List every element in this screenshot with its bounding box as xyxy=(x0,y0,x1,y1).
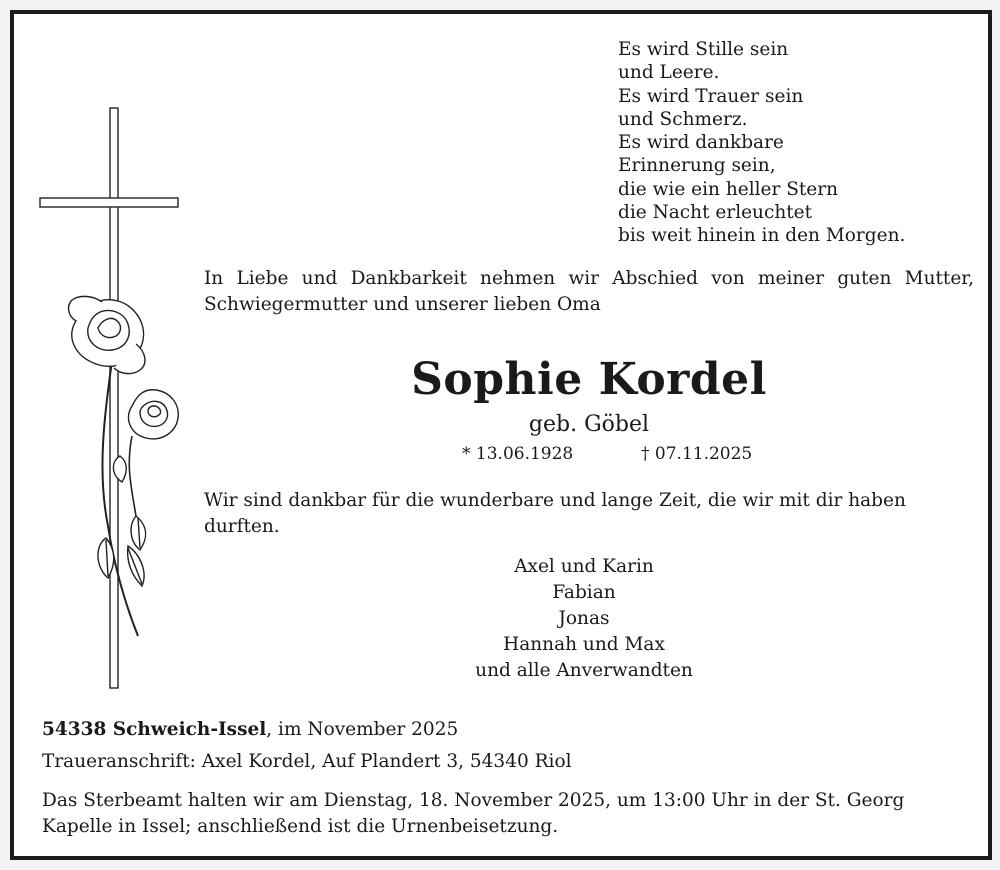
family-member: Hannah und Max xyxy=(503,634,665,655)
intro-text: In Liebe und Dankbarkeit nehmen wir Abschied von meiner guten Mutter, Schwiegermutter und unserer lieben Oma xyxy=(204,268,974,315)
family-member: und alle Anverwandten xyxy=(475,660,693,681)
birth-date: * 13.06.1928 xyxy=(462,444,574,464)
cross-with-roses-icon xyxy=(36,106,196,696)
family-member: Axel und Karin xyxy=(514,556,654,577)
obituary-frame xyxy=(10,10,992,860)
poem-line: die Nacht erleuchtet xyxy=(618,202,813,224)
place-location: 54338 Schweich-Issel xyxy=(42,719,267,740)
birth-name: geb. Göbel xyxy=(528,412,650,437)
poem-line: und Schmerz. xyxy=(618,108,748,130)
deceased-name: Sophie Kordel xyxy=(411,354,767,405)
family-list xyxy=(434,554,734,684)
poem-line: Es wird Trauer sein xyxy=(618,85,804,107)
family-member: Fabian xyxy=(552,582,616,603)
place-date xyxy=(42,716,458,744)
poem-line: Es wird dankbare xyxy=(618,132,784,154)
death-date: † 07.11.2025 xyxy=(641,444,753,464)
poem-line: Erinnerung sein, xyxy=(618,155,776,177)
poem-line: Es wird Stille sein xyxy=(618,39,789,60)
poem-line: die wie ein heller Stern xyxy=(618,178,839,200)
place-month: , im November 2025 xyxy=(266,719,459,740)
poem-line: bis weit hinein in den Morgen. xyxy=(618,225,906,247)
thanks-text: Wir sind dankbar für die wunderbare und lange Zeit, die wir mit dir haben durften. xyxy=(204,490,906,537)
poem-line: und Leere. xyxy=(618,62,720,84)
poem xyxy=(618,38,905,248)
service-notice: Das Sterbeamt halten wir am Dienstag, 18. November 2025, um 13:00 Uhr in der St. Georg Kapelle in Issel; anschließend ist die Urnenbeisetzung. xyxy=(42,790,905,837)
mourning-address: Traueranschrift: Axel Kordel, Auf Plandert 3, 54340 Riol xyxy=(42,751,572,772)
family-member: Jonas xyxy=(558,608,610,629)
